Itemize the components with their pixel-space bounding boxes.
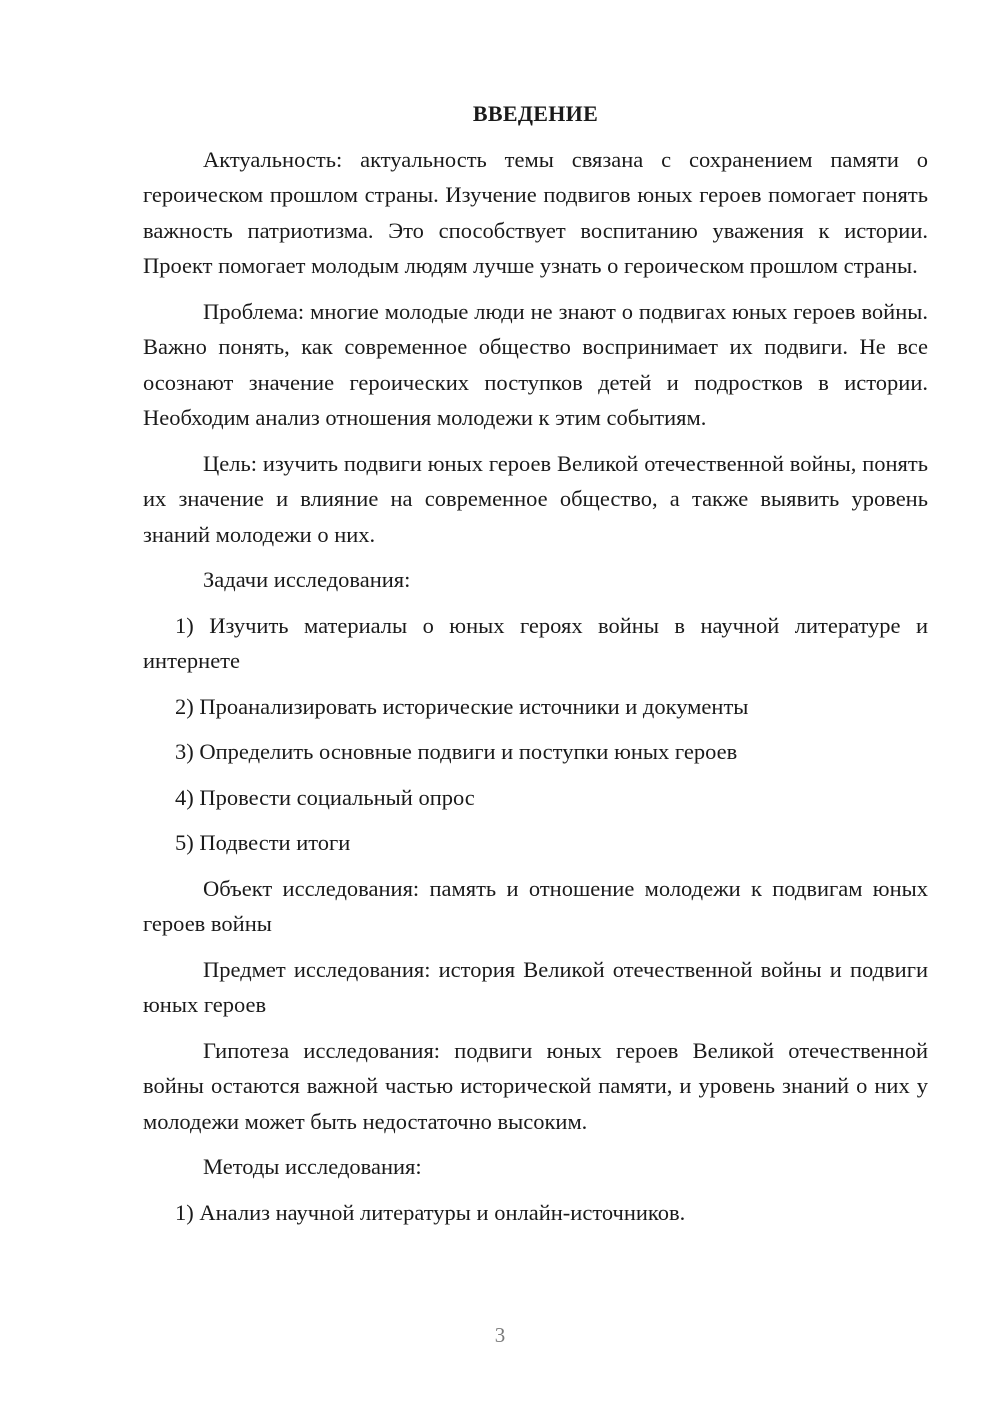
method-item: 1) Анализ научной литературы и онлайн-источников. (175, 1199, 686, 1225)
tasks-heading: Задачи исследования: (203, 567, 411, 592)
page-title: ВВЕДЕНИЕ (472, 101, 599, 126)
goal-paragraph: Цель: изучить подвиги юных героев Великой отечественной войны, понять их значение и влияние на современное общество, а также выявить уровень знаний молодежи о них. (143, 450, 928, 547)
task-item: 4) Провести социальный опрос (175, 784, 475, 810)
methods-heading: Методы исследования: (203, 1154, 422, 1179)
relevance-paragraph: Актуальность: актуальность темы связана с сохранением памяти о героическом прошлом страны. Изучение подвигов юных героев помогает понять важность патриотизма. Это способствует воспитанию уважения к истории. Проект помогает молодым людям лучше узнать о героическом прошлом страны. (143, 146, 928, 278)
object-paragraph: Объект исследования: память и отношение молодежи к подвигам юных героев войны (143, 875, 928, 936)
task-item: 5) Подвести итоги (175, 830, 351, 855)
document-page (143, 96, 928, 1240)
page-number: 3 (494, 1323, 506, 1347)
problem-paragraph: Проблема: многие молодые люди не знают о подвигах юных героев войны. Важно понять, как современное общество воспринимает их подвиги. Не все осознают значение героических поступков детей и подростков в истории. Необходим анализ отношения молодежи к этим событиям. (143, 298, 928, 430)
task-item: 2) Проанализировать исторические источники и документы (175, 693, 749, 719)
hypothesis-paragraph: Гипотеза исследования: подвиги юных героев Великой отечественной войны остаются важной частью исторической памяти, и уровень знаний о них у молодежи может быть недостаточно высоким. (143, 1037, 928, 1134)
task-item: 1) Изучить материалы о юных героях войны в научной литературе и интернете (143, 612, 928, 673)
task-item: 3) Определить основные подвиги и поступки юных героев (175, 739, 738, 764)
subject-paragraph: Предмет исследования: история Великой отечественной войны и подвиги юных героев (143, 956, 928, 1017)
